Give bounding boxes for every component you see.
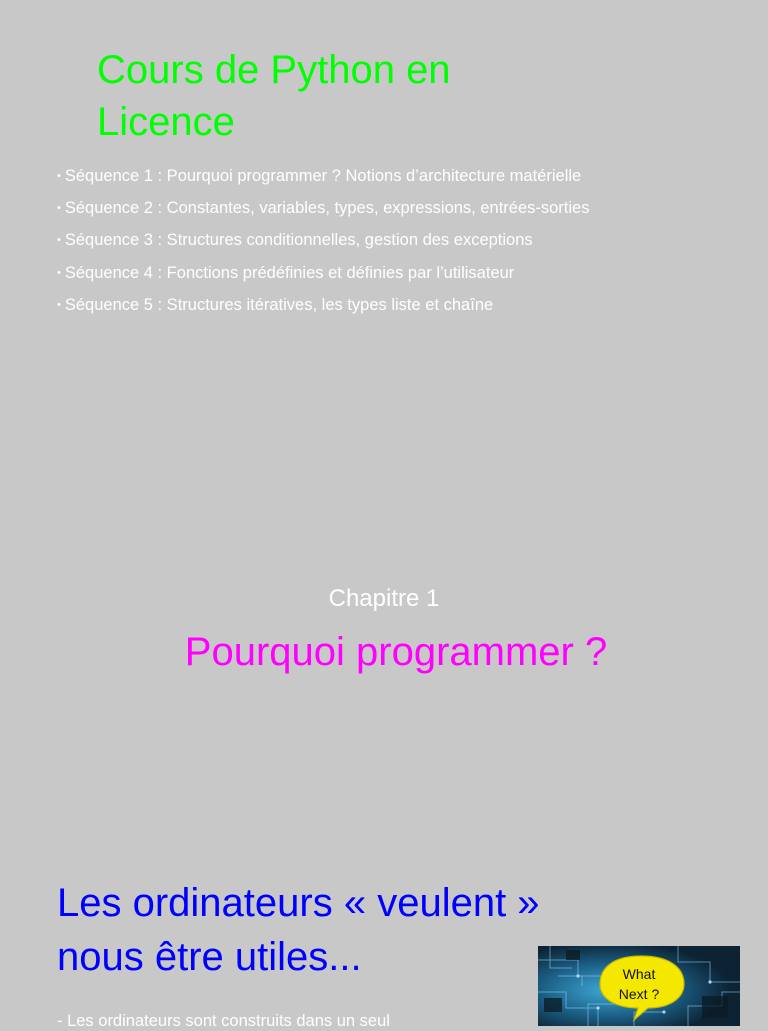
bullet-icon: •: [57, 298, 61, 311]
sequence-item: [57, 224, 589, 256]
sequence-item-label: Séquence 2 : Constantes, variables, types, expressions, entrées-sorties: [64, 199, 590, 218]
slide-body-text: - Les ordinateurs sont construits dans un seul: [57, 1012, 390, 1030]
speech-bubble-text: [608, 964, 670, 1004]
speech-bubble-line: What: [622, 966, 656, 982]
sequence-item: [57, 289, 589, 321]
circuit-board-image: [538, 946, 740, 1026]
bullet-icon: •: [57, 170, 61, 182]
sequence-item-label: Séquence 3 : Structures conditionnelles, gestion des exceptions: [64, 231, 533, 250]
sequence-item-label: Séquence 5 : Structures itératives, les types liste et chaîne: [64, 295, 494, 314]
sequence-item-label: Séquence 1 : Pourquoi programmer ? Notions d’architecture matérielle: [64, 167, 582, 185]
chapter-label: Chapitre 1: [328, 585, 440, 612]
bullet-icon: •: [57, 202, 61, 215]
sequence-item: [57, 160, 589, 192]
chapter-title: Pourquoi programmer ?: [184, 630, 608, 674]
sequence-item-label: Séquence 4 : Fonctions prédéfinies et définies par l’utilisateur: [64, 263, 515, 282]
speech-bubble-line: Next ?: [618, 986, 660, 1002]
bullet-icon: •: [57, 234, 61, 247]
sequence-item: [57, 257, 589, 289]
bullet-icon: •: [57, 266, 61, 279]
course-title: Cours de Python en Licence: [97, 48, 451, 144]
sequence-list: [57, 160, 589, 321]
sequence-item: [57, 192, 589, 224]
slide-heading: Les ordinateurs « veulent » nous être utiles...: [57, 881, 540, 979]
